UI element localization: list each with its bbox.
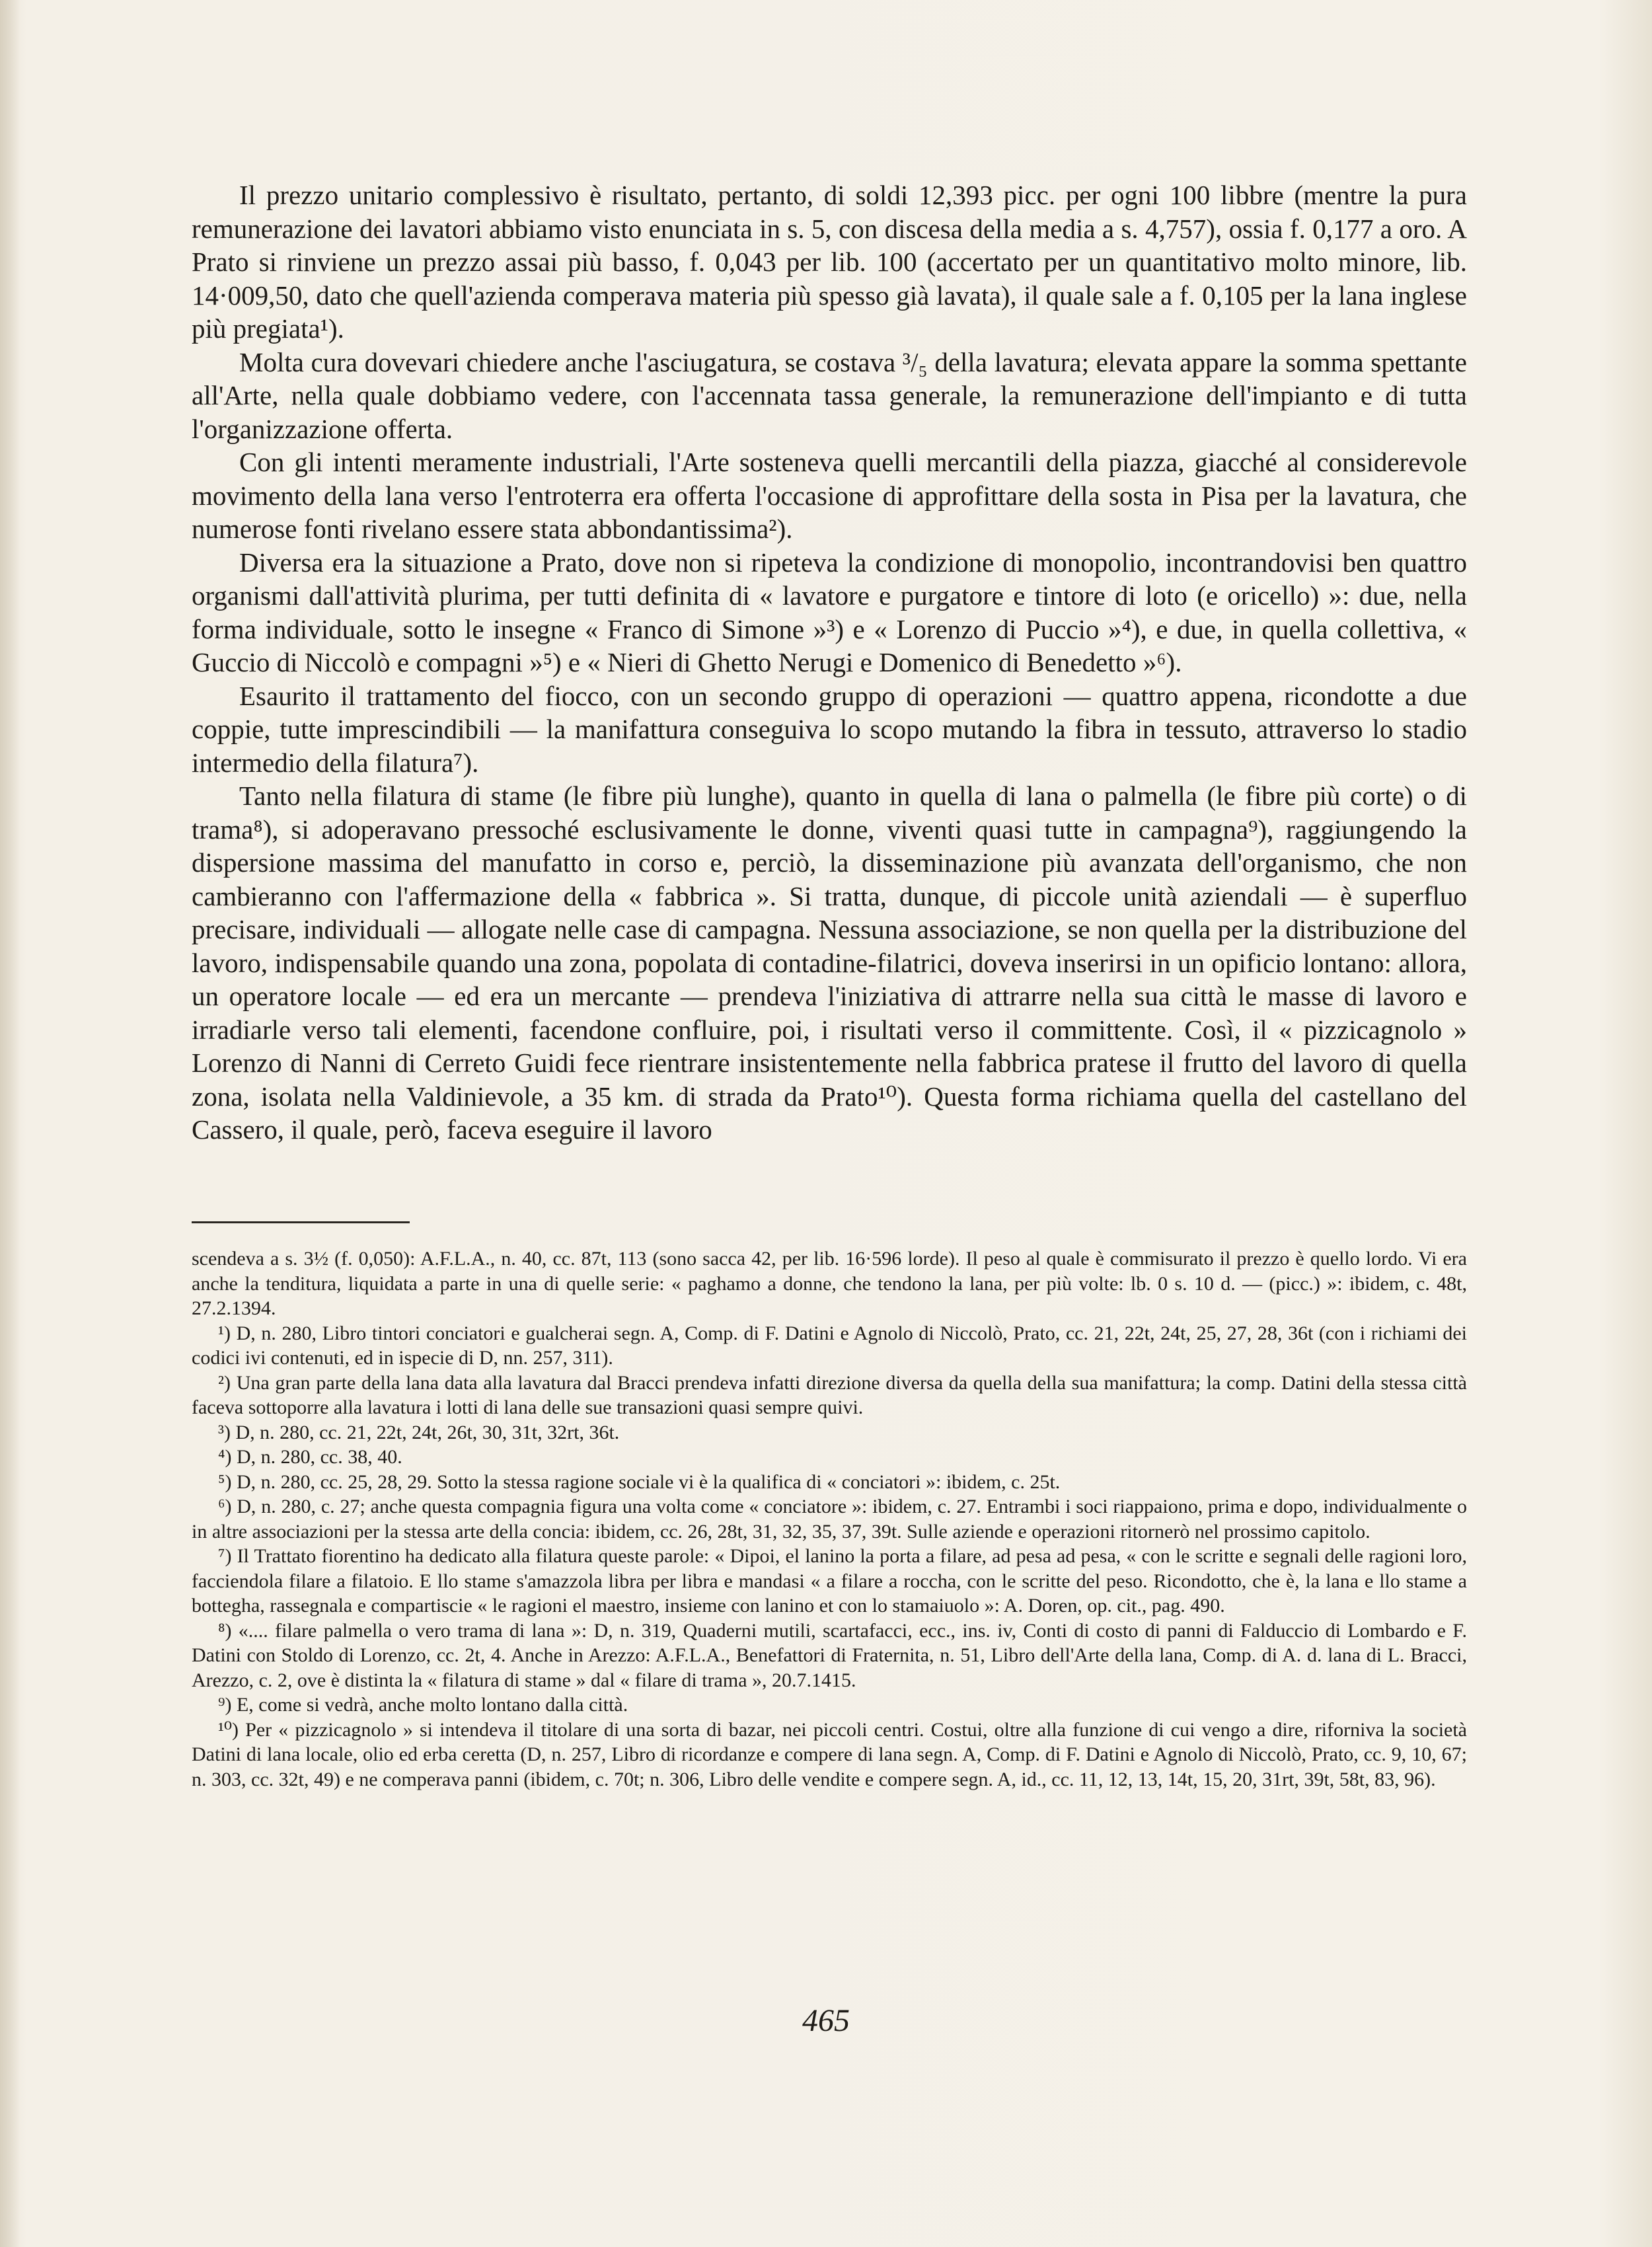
footnotes — [192, 1246, 1467, 1792]
footnote: ²) Una gran parte della lana data alla lavatura dal Bracci prendeva infatti direzione diversa da quella della sua manifattura; la comp. Datini della stessa città faceva sottoporre alla lavatura i lotti di lana delle sue transazioni quasi sempre quivi. — [192, 1371, 1467, 1418]
main-text — [192, 178, 1467, 1147]
footnote: ⁸) «.... filare palmella o vero trama di lana »: D, n. 319, Quaderni mutili, scartafacci, ecc., ins. iv, Conti di costo di panni di Falduccio di Lombardo e F. Datini con Stoldo di Lorenzo, cc. 2t, 4. Anche in Arezzo: A.F.L.A., Benefattori di Fraternita, n. 51, Libro dell'Arte della lana, Comp. di A. d. lana di L. Bracci, Arezzo, c. 2, ove è distinta la « filatura di stame » dal « filare di trama », 20.7.1415. — [192, 1619, 1467, 1691]
paragraph: Molta cura dovevari chiedere anche l'asciugatura, se costava ³/₅ della lavatura; elevata appare la somma spettante all'Arte, nella quale dobbiamo vedere, con l'accennata tassa generale, la remunerazione dell'impianto e di tutta l'organizzazione offerta. — [192, 346, 1467, 444]
footnote-separator — [192, 1221, 410, 1223]
footnote: ¹⁰) Per « pizzicagnolo » si intendeva il titolare di una sorta di bazar, nei piccoli centri. Costui, oltre alla funzione di cui vengo a dire, riforniva la società Datini di lana locale, olio ed erba ceretta (D, n. 257, Libro di ricordanze e compere di lana segn. A, Comp. di F. Datini e Agnolo di Niccolò, Prato, cc. 9, 10, 67; n. 303, cc. 32t, 49) e ne comperava panni (ibidem, c. 70t; n. 306, Libro delle vendite e compere segn. A, id., cc. 11, 12, 13, 14t, 15, 20, 31rt, 39t, 58t, 83, 96). — [192, 1718, 1467, 1790]
paragraph: Il prezzo unitario complessivo è risultato, pertanto, di soldi 12,393 picc. per ogni 100 libbre (mentre la pura remunerazione dei lavatori abbiamo visto enunciata in s. 5, con discesa della media a s. 4,757), ossia f. 0,177 a oro. A Prato si rinviene un prezzo assai più basso, f. 0,043 per lib. 100 (accertato per un quantitativo molto minore, lib. 14·009,50, dato che quell'azienda comperava materia più spesso già lavata), il quale sale a f. 0,105 per la lana inglese più pregiata¹). — [192, 180, 1467, 344]
page-number: 465 — [802, 2003, 850, 2038]
footnote-continuation: scendeva a s. 3½ (f. 0,050): A.F.L.A., n. 40, cc. 87t, 113 (sono sacca 42, per lib. 16·596 lorde). Il peso al quale è commisurato il prezzo è quello lordo. Vi era anche la tenditura, liquidata a parte in una di quelle serie: « paghamo a donne, che tendono la lana, per più volte: lb. 0 s. 10 d. — (picc.) »: ibidem, c. 48t, 27.2.1394. — [192, 1248, 1467, 1319]
paragraph: Esaurito il trattamento del fiocco, con un secondo gruppo di operazioni — quattro appena, ricondotte a due coppie, tutte imprescindibili — la manifattura conseguiva lo scopo mutando la fibra in tessuto, attraverso lo stadio intermedio della filatura⁷). — [192, 680, 1467, 778]
footnote: ³) D, n. 280, cc. 21, 22t, 24t, 26t, 30, 31t, 32rt, 36t. — [218, 1421, 620, 1443]
footnote: ⁶) D, n. 280, c. 27; anche questa compagnia figura una volta come « conciatore »: ibidem, c. 27. Entrambi i soci riappaiono, prima e dopo, individualmente o in altre associazioni per la stessa arte della concia: ibidem, cc. 26, 28t, 31, 32, 35, 37, 39t. Sulle aziende e operazioni ritornerò nel prossimo capitolo. — [192, 1496, 1467, 1542]
page-gutter-shadow — [0, 0, 20, 2247]
footnote: ⁹) E, come si vedrà, anche molto lontano dalla città. — [218, 1694, 628, 1716]
footnote: ⁵) D, n. 280, cc. 25, 28, 29. Sotto la stessa ragione sociale vi è la qualifica di « conciatori »: ibidem, c. 25t. — [218, 1470, 1061, 1493]
footnote: ⁴) D, n. 280, cc. 38, 40. — [218, 1446, 402, 1468]
footnote: ⁷) Il Trattato fiorentino ha dedicato alla filatura queste parole: « Dipoi, el lanino la porta a filare, ad pesa ad pesa, « con le scritte e segnali delle ragioni loro, facciendola filare a filatoio. E llo stame s'amazzola libra per libra e mandasi « a filare a roccha, con le scritte del peso. Ricondotto, che è, la lana e llo stame a bottegha, rassegnala e compartiscie « le ragioni el maestro, insieme con lanino et con lo stamaiuolo »: A. Doren, op. cit., pag. 490. — [192, 1545, 1467, 1617]
footnote: ¹) D, n. 280, Libro tintori conciatori e gualcherai segn. A, Comp. di F. Datini e Agnolo di Niccolò, Prato, cc. 21, 22t, 24t, 25, 27, 28, 36t (con i richiami dei codici ivi contenuti, ed in ispecie di D, nn. 257, 311). — [192, 1322, 1467, 1369]
paragraph: Diversa era la situazione a Prato, dove non si ripeteva la condizione di monopolio, incontrandovisi ben quattro organismi dall'attività plurima, per tutti definita di « lavatore e purgatore e tintore di loto (e oricello) »: due, nella forma individuale, sotto le insegne « Franco di Simone »³) e « Lorenzo di Puccio »⁴), e due, in quella collettiva, « Guccio di Niccolò e compagni »⁵) e « Nieri di Ghetto Nerugi e Domenico di Benedetto »⁶). — [192, 547, 1467, 677]
paragraph: Con gli intenti meramente industriali, l'Arte sosteneva quelli mercantili della piazza, giacché al considerevole movimento della lana verso l'entroterra era offerta l'occasione di approfittare della sosta in Pisa per la lavatura, che numerose fonti rivelano essere stata abbondantissima²). — [192, 447, 1467, 544]
paragraph: Tanto nella filatura di stame (le fibre più lunghe), quanto in quella di lana o palmella (le fibre più corte) o di trama⁸), si adoperavano pressoché esclusivamente le donne, viventi quasi tutte in campagna⁹), raggiungendo la dispersione massima del manufatto in corso e, perciò, la disseminazione più avanzata dell'organismo, che non cambieranno con l'affermazione della « fabbrica ». Si tratta, dunque, di piccole unità aziendali — è superfluo precisare, individuali — allogate nelle case di campagna. Nessuna associazione, se non quella per la distribuzione del lavoro, indispensabile quando una zona, popolata di contadine-filatrici, doveva inserirsi in un opificio lontano: allora, un operatore locale — ed era un mercante — prendeva l'iniziativa di attrarre nella sua città le masse di lavoro e irradiarle verso tali elementi, facendone confluire, poi, i risultati verso il committente. Così, il « pizzicagnolo » Lorenzo di Nanni di Cerreto Guidi fece rientrare insistentemente nella fabbrica pratese il frutto del lavoro di quella zona, isolata nella Valdinievole, a 35 km. di strada da Prato¹⁰). Questa forma richiama quella del castellano del Cassero, il quale, però, faceva eseguire il lavoro — [192, 781, 1467, 1145]
